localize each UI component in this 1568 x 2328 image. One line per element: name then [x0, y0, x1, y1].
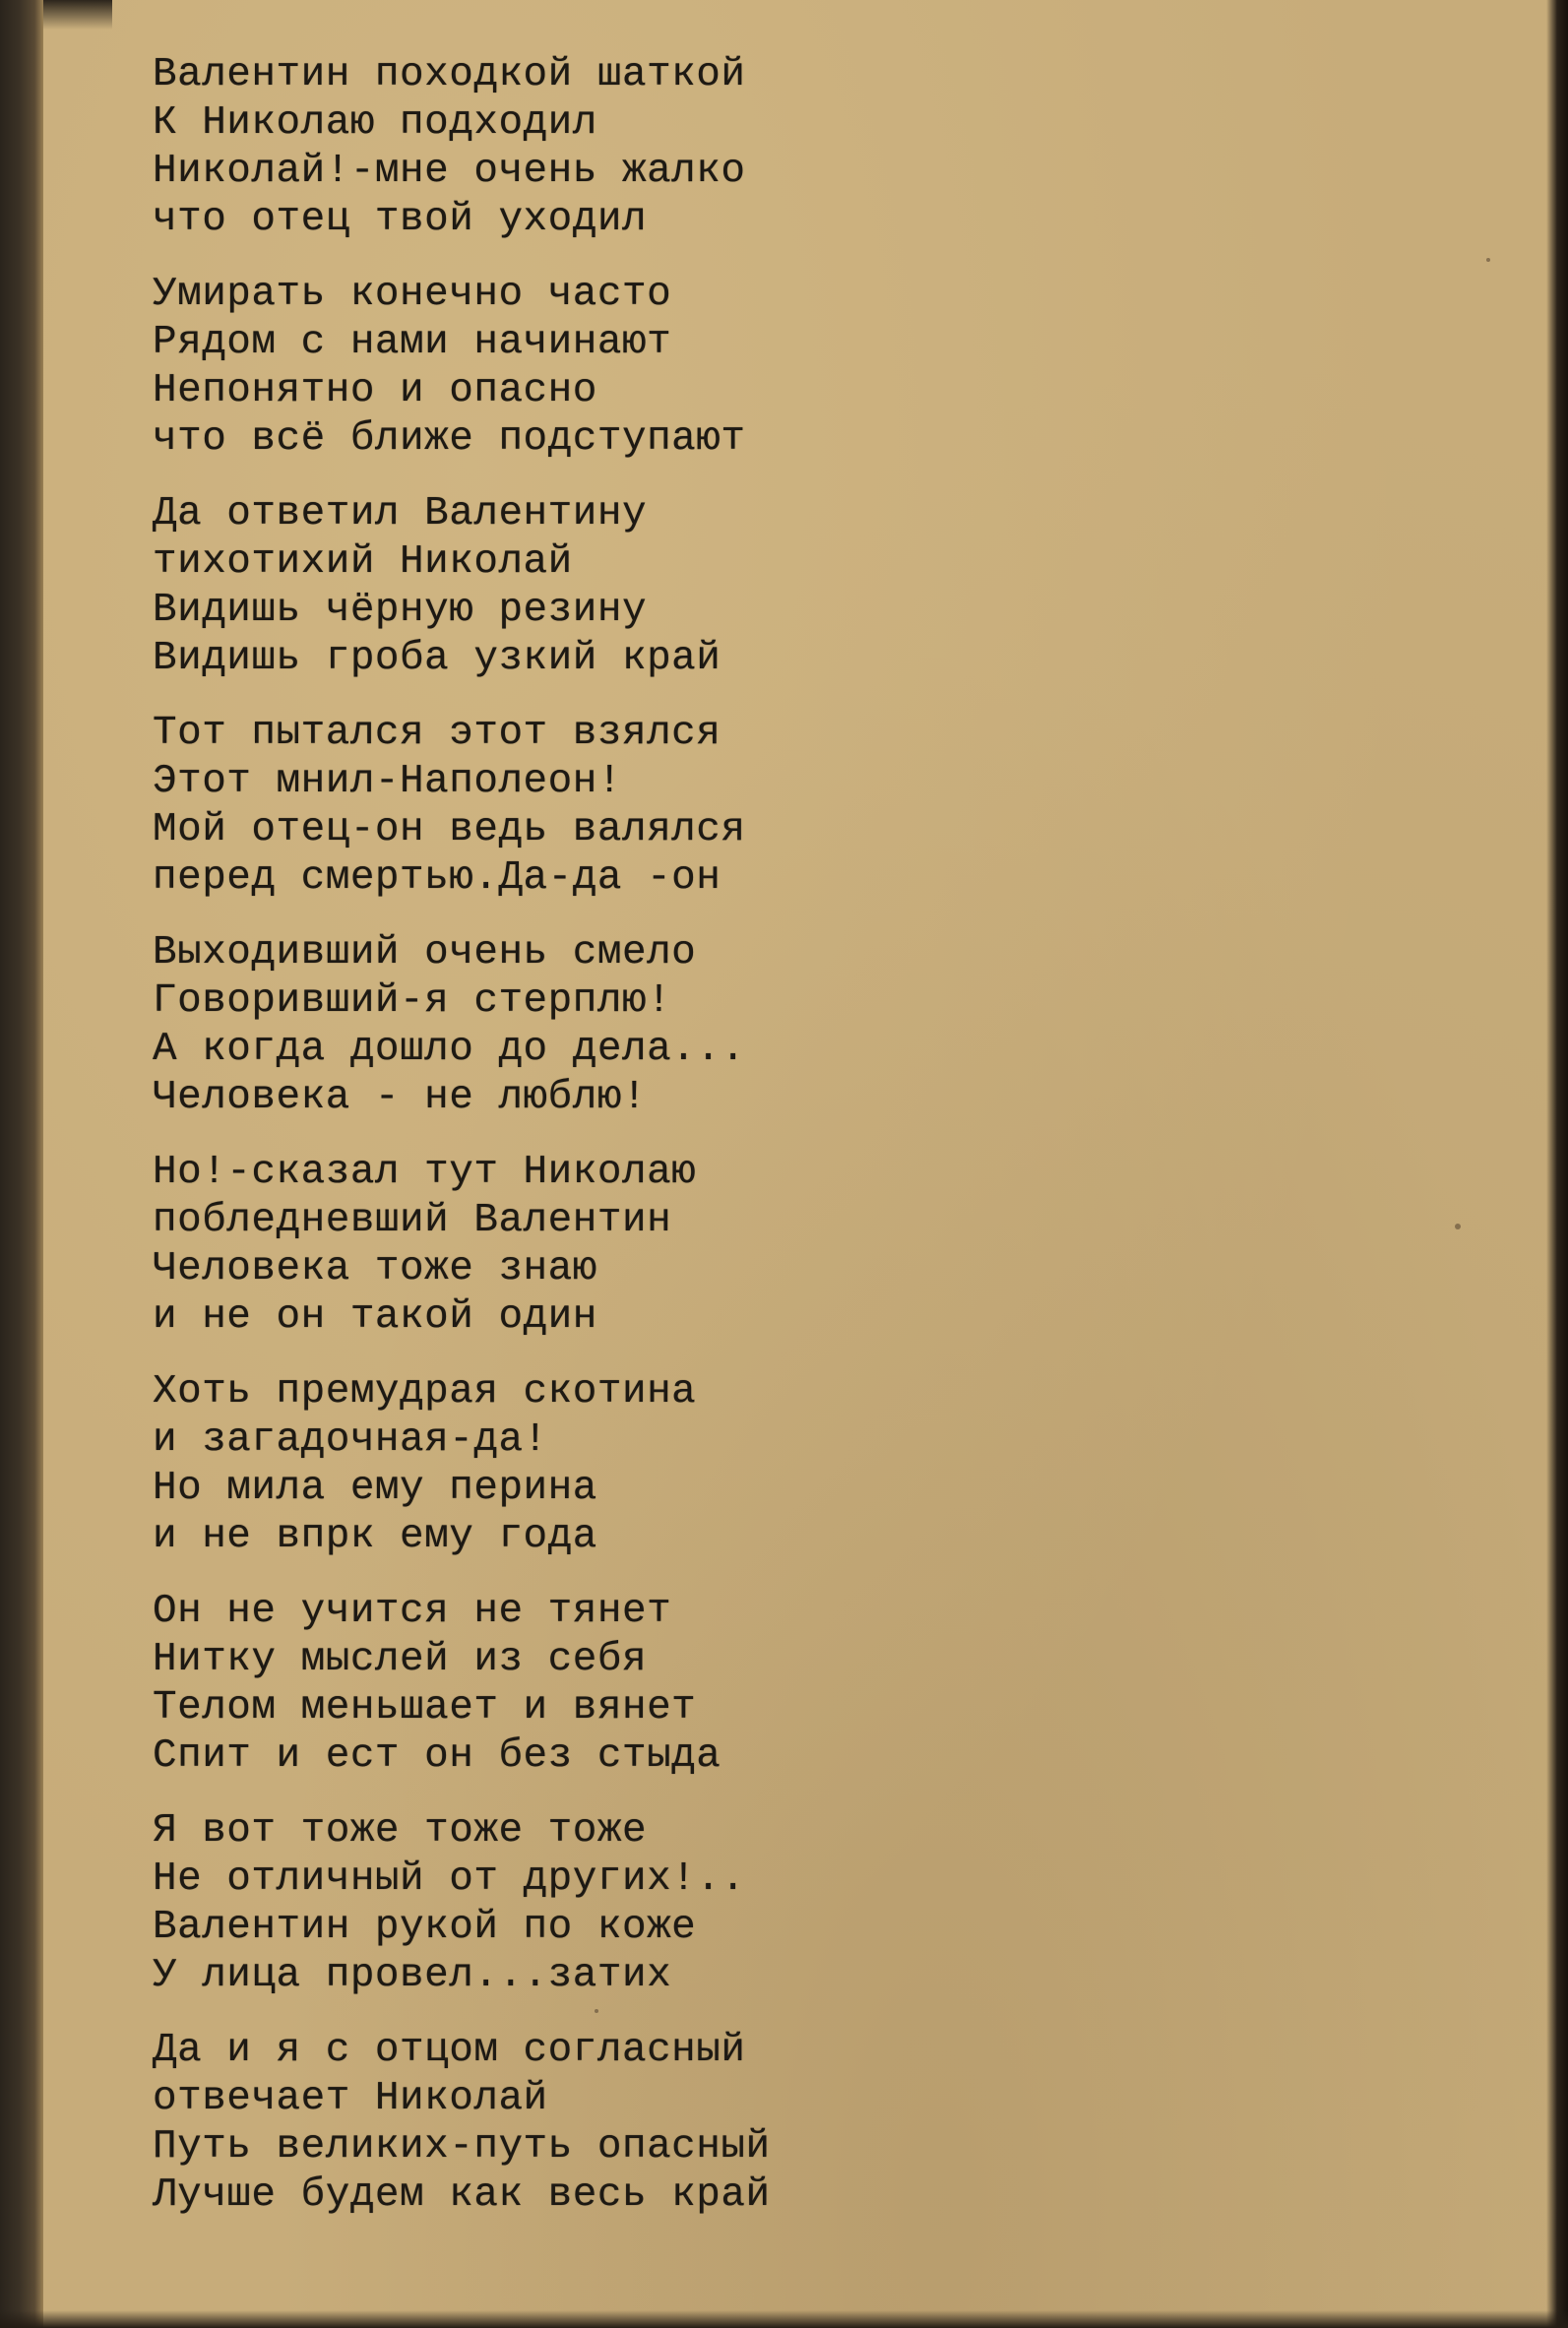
poem-line: Нитку мыслей из себя: [153, 1637, 648, 1682]
poem-line: Этот мнил-Наполеон!: [153, 759, 622, 804]
poem-line: Телом меньшает и вянет: [153, 1685, 697, 1730]
poem-line: Валентин рукой по коже: [153, 1905, 697, 1950]
poem-line: Путь великих-путь опасный: [153, 2124, 771, 2170]
poem-line: Непонятно и опасно: [153, 368, 597, 413]
poem-line: Николай!-мне очень жалко: [153, 149, 746, 194]
poem-line: Спит и ест он без стыда: [153, 1733, 721, 1779]
poem-line: А когда дошло до дела...: [153, 1027, 746, 1072]
poem-stanza: [153, 1588, 1334, 1781]
poem-line: и не впрк ему года: [153, 1514, 597, 1559]
poem-line: Тот пытался этот взялся: [153, 711, 721, 756]
poem-line: Я вот тоже тоже тоже: [153, 1808, 648, 1854]
paper-speck: [1486, 258, 1490, 262]
poem-line: Выходивший очень смело: [153, 930, 697, 975]
poem-line: отвечает Николай: [153, 2076, 548, 2121]
poem-line: Он не учится не тянет: [153, 1589, 672, 1634]
poem-stanza: [153, 2027, 1334, 2220]
poem-line: Валентин походкой шаткой: [153, 52, 746, 97]
poem-line: Лучше будем как весь край: [153, 2172, 771, 2218]
poem-line: Умирать конечно часто: [153, 272, 672, 317]
poem-line: Человека тоже знаю: [153, 1246, 597, 1291]
poem-line: что всё ближе подступают: [153, 416, 746, 462]
poem-line: Но мила ему перина: [153, 1466, 597, 1511]
poem-stanza: [153, 1149, 1334, 1342]
poem-line: побледневший Валентин: [153, 1198, 672, 1243]
poem-stanza: [153, 490, 1334, 683]
poem-line: Не отличный от других!..: [153, 1856, 746, 1902]
poem-line: тихотихий Николай: [153, 539, 573, 585]
book-spine: [0, 0, 43, 2328]
poem-line: Да ответил Валентину: [153, 491, 648, 536]
poem-line: Да и я с отцом согласный: [153, 2028, 746, 2073]
paper-speck: [1455, 1224, 1461, 1229]
page-edge-right: [1546, 0, 1568, 2328]
poem-line: Но!-сказал тут Николаю: [153, 1150, 697, 1195]
poem-line: Человека - не люблю!: [153, 1075, 648, 1120]
poem-line: Видишь гроба узкий край: [153, 636, 721, 681]
poem-stanza: [153, 1807, 1334, 2000]
poem-line: и не он такой один: [153, 1294, 597, 1340]
poem-stanza: [153, 271, 1334, 464]
poem-line: перед смертью.Да-да -он: [153, 855, 721, 901]
spine-shadow: [43, 0, 112, 30]
poem-line: Рядом с нами начинают: [153, 320, 672, 365]
poem-stanza: [153, 710, 1334, 903]
poem-line: что отец твой уходил: [153, 197, 648, 242]
poem-stanza: [153, 1368, 1334, 1561]
poem-line: Говоривший-я стерплю!: [153, 978, 672, 1024]
page-edge-bottom: [0, 2310, 1568, 2328]
poem-stanza: [153, 51, 1334, 244]
poem-line: Мой отец-он ведь валялся: [153, 807, 746, 852]
poem-text: [153, 51, 1334, 2246]
poem-stanza: [153, 929, 1334, 1122]
poem-line: У лица провел...затих: [153, 1953, 672, 1998]
poem-line: Видишь чёрную резину: [153, 588, 648, 633]
poem-line: и загадочная-да!: [153, 1417, 548, 1463]
poem-line: Хоть премудрая скотина: [153, 1369, 697, 1415]
poem-line: К Николаю подходил: [153, 100, 597, 146]
